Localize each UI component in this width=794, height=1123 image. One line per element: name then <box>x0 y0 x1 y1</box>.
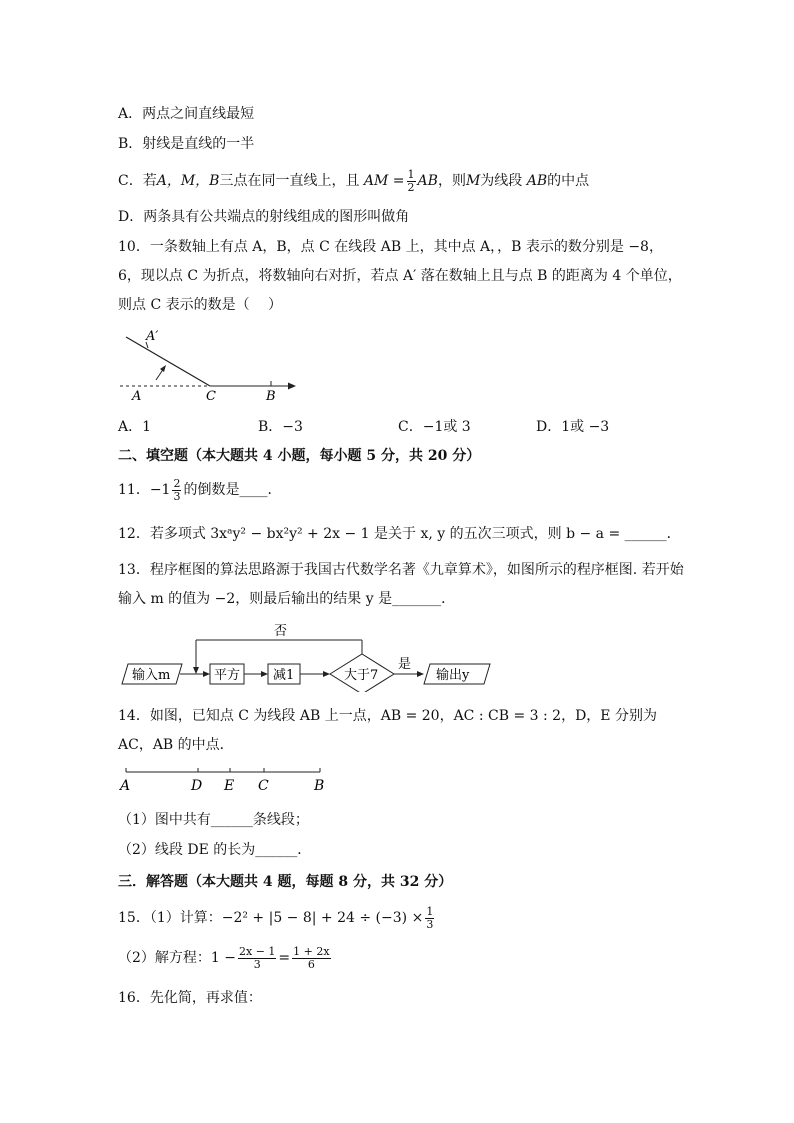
q15-sub2-pre: （2）解方程：1 − <box>118 950 236 966</box>
q10-option-a: A．1 <box>118 419 152 435</box>
yes-label: 是 <box>398 657 412 672</box>
label-b: B <box>266 389 276 404</box>
label-a: A <box>120 778 131 794</box>
q15-sub2-den1: 3 <box>253 957 261 971</box>
q9-c-text2: 三点在同一直线上，且 <box>219 173 360 189</box>
q9-c-points: A，M，B <box>156 173 220 189</box>
q11-num: 2 <box>173 476 181 490</box>
q11-pre: 11．−1 <box>118 482 171 498</box>
no-label: 否 <box>274 624 288 639</box>
q15-sub2-num1: 2x − 1 <box>239 944 276 958</box>
q10-number-line-figure <box>118 328 308 404</box>
q10-text: 10．一条数轴上有点 A，B，点 C 在线段 AB 上，其中点 A，，B 表示的数分别是 −8，6，现以点 C 为折点，将数轴向右对折，若点 A′ 落在数轴上且与点 B 的距离为 4 个单位，则点 C 表示的数是（ ） <box>118 239 682 313</box>
section2-title: 二、填空题（本大题共 4 小题，每小题 5 分，共 20 分） <box>118 448 481 464</box>
q9-option-c <box>118 168 684 194</box>
q9-c-end: 的中点 <box>547 173 590 189</box>
input-label: 输入m <box>132 668 171 683</box>
q10-option-b: B．−3 <box>258 419 303 435</box>
q15-sub2-fraction1 <box>238 946 276 971</box>
label-a: A <box>132 389 142 404</box>
q13-flowchart <box>118 620 508 692</box>
q9-c-num: 1 <box>407 167 415 181</box>
q9-c-then: ，则 <box>437 173 466 189</box>
loop-arrow-icon <box>193 667 199 674</box>
q9-c-lhs: AM = <box>363 173 405 189</box>
q15-sub1-fraction <box>425 906 434 931</box>
q11 <box>118 476 684 504</box>
q9-c-ab: AB <box>526 173 548 189</box>
square-label: 平方 <box>214 668 241 683</box>
q14-sub1: （1）图中共有______条线段； <box>118 812 309 828</box>
label-e: E <box>224 778 235 794</box>
q11-fraction <box>172 478 181 503</box>
q14-segment-figure <box>118 764 338 796</box>
label-c: C <box>258 778 269 794</box>
q15-sub2 <box>118 944 684 972</box>
q9-c-text: C．若 <box>118 173 157 189</box>
q15-sub2-fraction2 <box>292 946 330 971</box>
q10-options <box>118 416 678 436</box>
q9-option-b: B．射线是直线的一半 <box>118 136 255 152</box>
q14-sub2: （2）线段 DE 的长为______． <box>118 842 312 858</box>
q9-option-a: A．两点之间直线最短 <box>118 106 255 122</box>
label-b: B <box>314 778 325 794</box>
folded-ray <box>126 337 210 386</box>
q15-sub1-den: 3 <box>426 917 434 931</box>
q15-sub2-equals: = <box>278 950 291 966</box>
q15-sub1-num: 1 <box>426 904 434 918</box>
label-d: D <box>191 778 203 794</box>
arrow-head-3-icon <box>323 671 330 677</box>
q15-sub2-den2: 6 <box>307 957 315 971</box>
axis-arrow-icon <box>288 383 296 390</box>
output-label: 输出y <box>436 668 470 683</box>
q15-sub1-expr: 15．（1）计算：−2² + |5 − 8| + 24 ÷ (−3) × <box>118 910 424 926</box>
q9-c-post: 为线段 <box>480 173 523 189</box>
q10-option-d: D．1或 −3 <box>536 419 610 435</box>
section3-title: 三．解答题（本大题共 4 题，每题 8 分，共 32 分） <box>118 874 453 890</box>
fold-arrow-icon <box>160 365 166 372</box>
label-c: C <box>206 389 216 404</box>
q15-sub2-num2: 1 + 2x <box>293 944 330 958</box>
arrow-head-yes-icon <box>417 671 424 677</box>
label-a-prime: A′ <box>146 329 159 344</box>
q9-c-m: M <box>465 173 481 189</box>
q11-den: 3 <box>173 489 181 503</box>
q9-c-fraction <box>407 169 416 194</box>
q12-text: 12．若多项式 3xᵃy² − bx²y² + 2x − 1 是关于 x, y 的五次三项式，则 b − a = ______． <box>118 526 681 542</box>
q9-c-rhs: AB <box>417 173 438 189</box>
q10-option-c: C．−1或 3 <box>398 419 471 435</box>
decision-label: 大于7 <box>344 668 379 683</box>
q9-c-den: 2 <box>407 180 415 194</box>
arrow-head-1-icon <box>203 671 210 677</box>
q15-sub1 <box>118 904 684 932</box>
q13-text: 13．程序框图的算法思路源于我国古代数学名著《九章算术》，如图所示的程序框图. 若开始输入 m 的值为 −2，则最后输出的结果 y 是_______． <box>118 562 684 607</box>
q9-option-d: D．两条具有公共端点的射线组成的图形叫做角 <box>118 209 410 225</box>
q11-post: 的倒数是____． <box>183 482 282 498</box>
q14-text: 14．如图，已知点 C 为线段 AB 上一点，AB = 20，AC : CB = 3 : 2，D，E 分别为 AC，AB 的中点． <box>118 708 657 753</box>
arrow-head-2-icon <box>261 671 268 677</box>
q16-text: 16．先化简，再求值： <box>118 990 262 1006</box>
minus-label: 减1 <box>273 668 295 683</box>
